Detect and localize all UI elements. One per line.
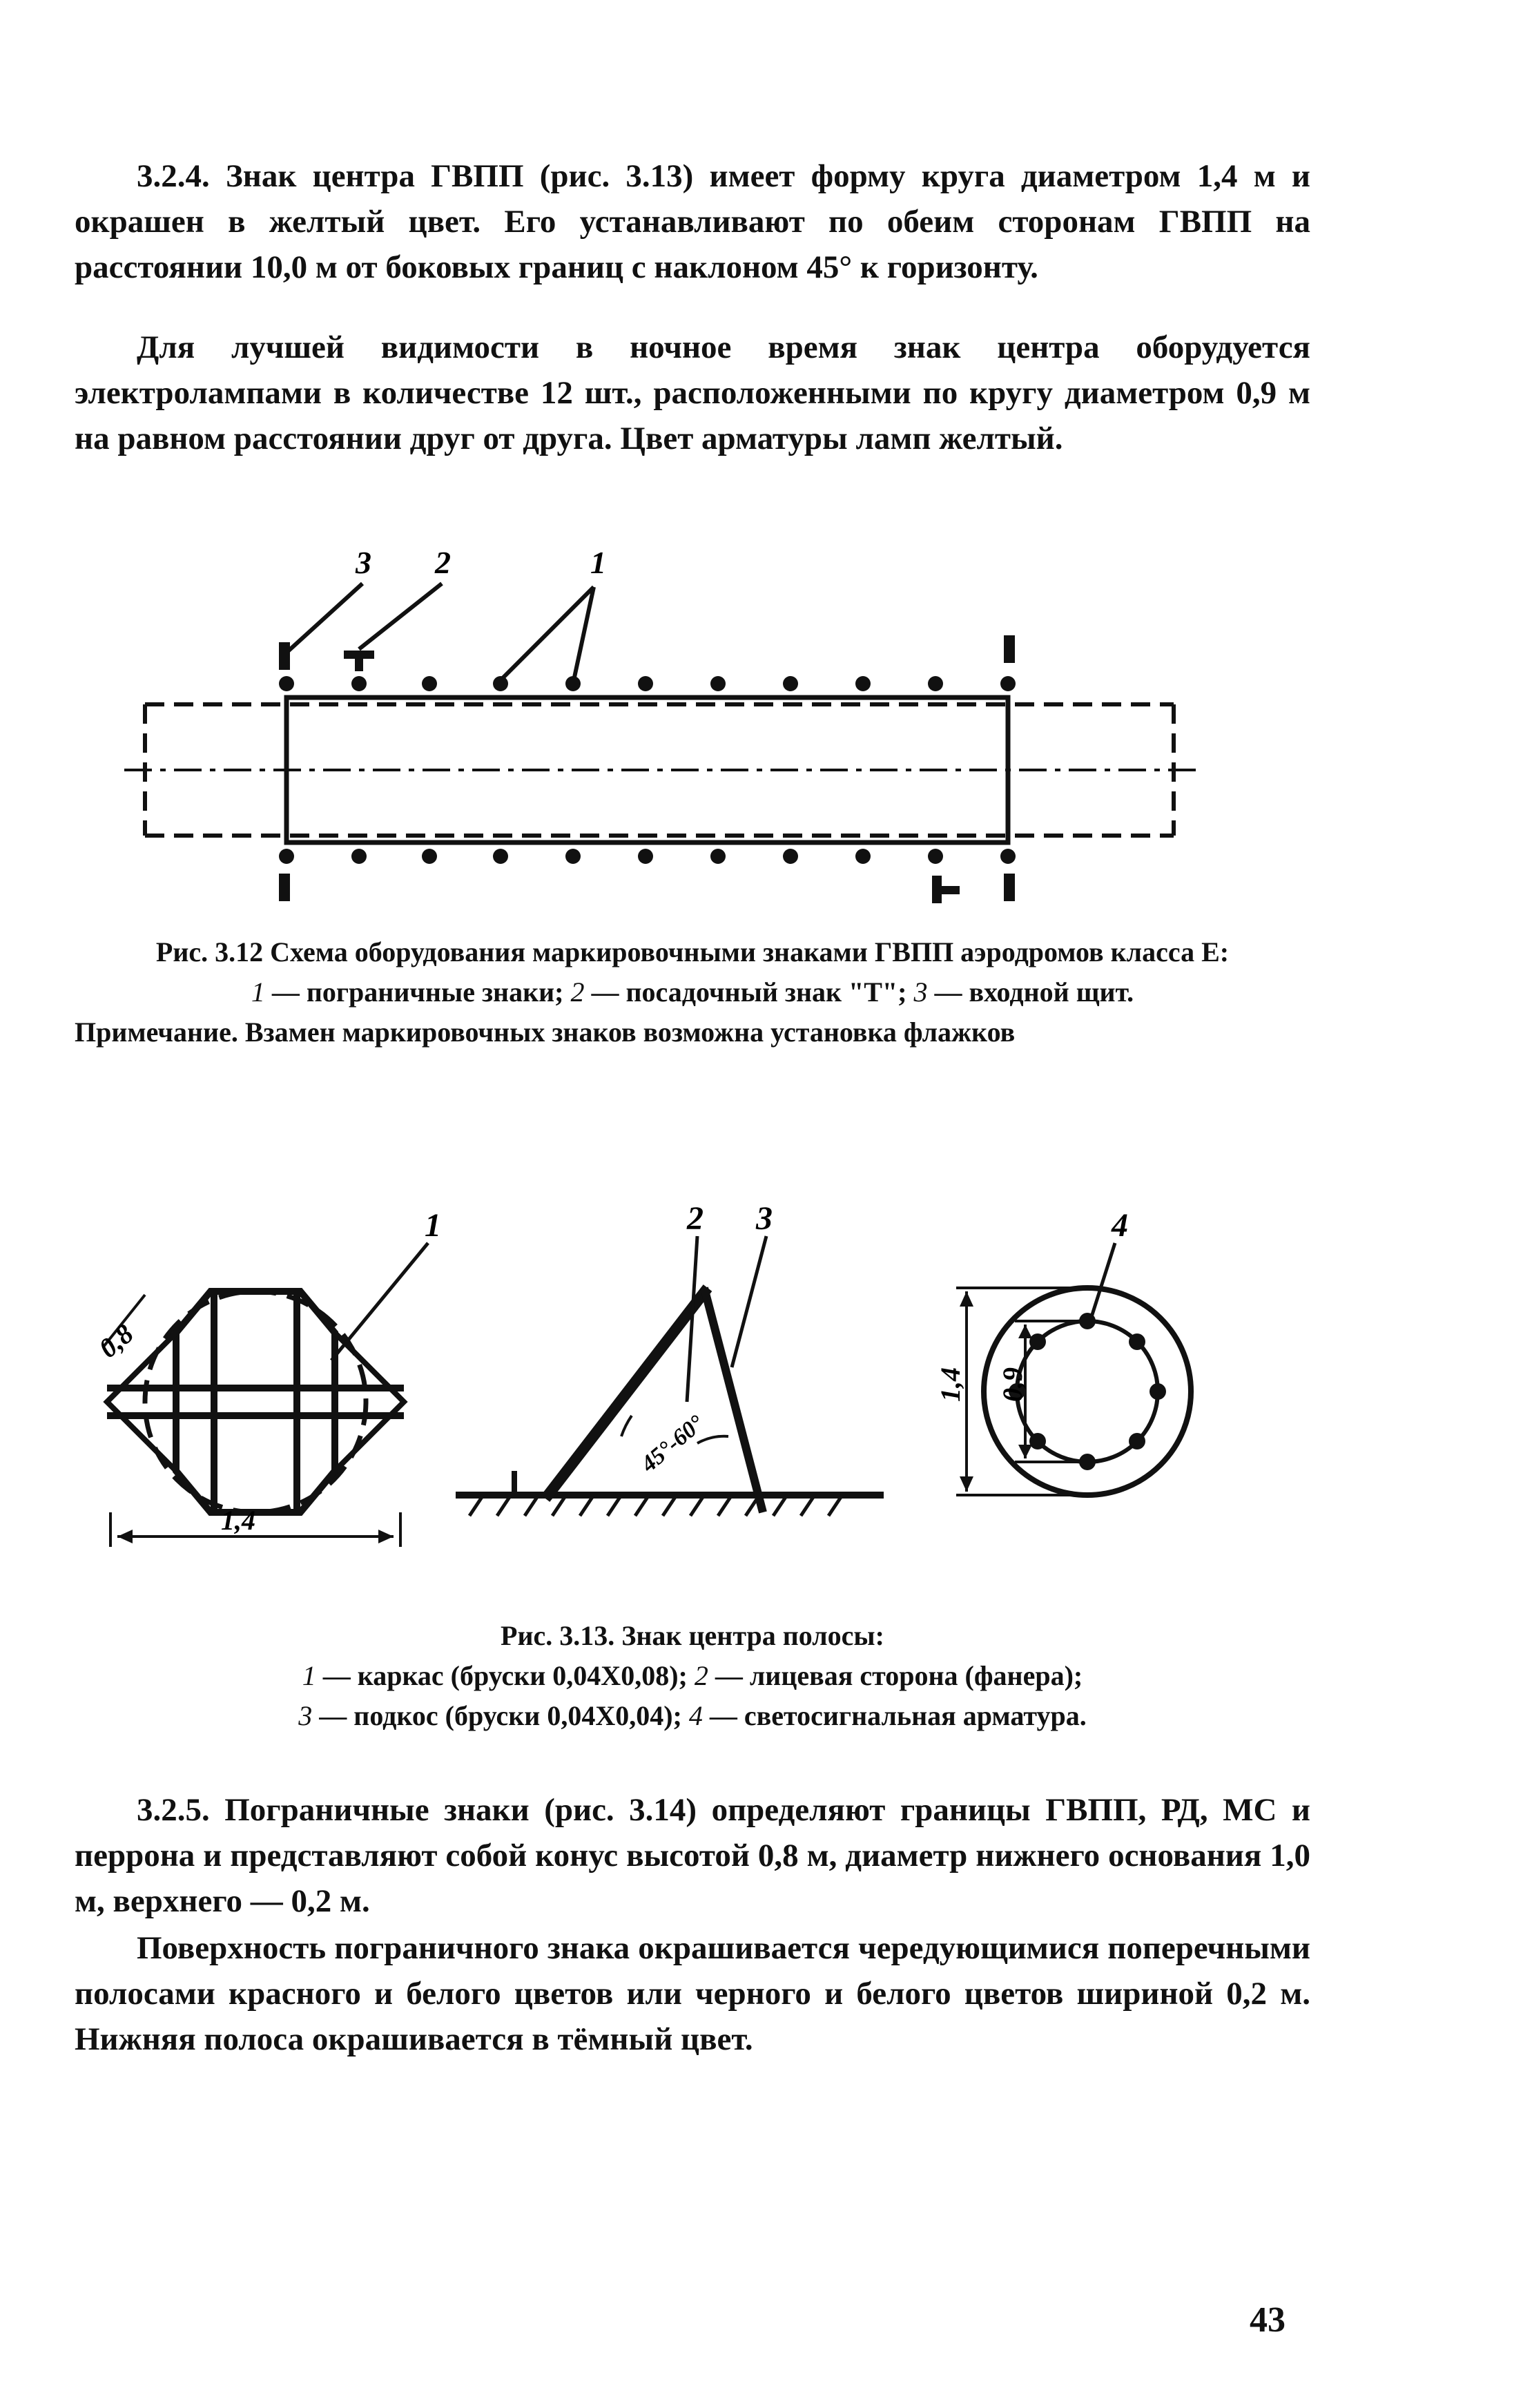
fig312-note: Примечание. Взамен маркировочных знаков возможна установка флажков bbox=[75, 1017, 1016, 1048]
figure-3-12-runway-scheme bbox=[124, 532, 1201, 918]
label-2: 2 bbox=[435, 545, 451, 580]
figure-3-12-caption bbox=[75, 932, 1310, 1052]
dim-1-4-vertical: 1,4 bbox=[935, 1367, 966, 1402]
paragraph-surface: Поверхность пограничного знака окрашивается чередующимися поперечными полосами красного и белого цветов или черного и белого цветов шириной 0,2 м. Нижняя полоса окрашивается в тёмный цвет. bbox=[75, 1930, 1310, 2057]
label-2: 2 bbox=[687, 1200, 704, 1237]
fig312-caption-title: Рис. 3.12 Схема оборудования маркировочными знаками ГВПП аэродромов класса Е: bbox=[155, 936, 1230, 967]
lamp-circle-drawing bbox=[956, 1243, 1191, 1495]
paragraph-3-2-4: 3.2.4. Знак центра ГВПП (рис. 3.13) имеет форму круга диаметром 1,4 м и окрашен в желтый цвет. Его устанавливают по обеим сторонам ГВПП на расстоянии 10,0 м от боковых границ с наклоном 45° к горизонту. bbox=[75, 158, 1310, 285]
frame-drawing bbox=[104, 1243, 428, 1547]
angle-label: 45°-60° bbox=[636, 1410, 709, 1478]
label-4: 4 bbox=[1112, 1207, 1128, 1244]
boundary-markers-top bbox=[279, 676, 1016, 691]
paragraph-lighting: Для лучшей видимости в ночное время знак центра оборудуется электролампами в количестве 12 шт., расположенными по кругу диаметром 0,9 м на равном расстоянии друг от друга. Цвет арматуры ламп желтый. bbox=[75, 329, 1310, 456]
figure-3-13-caption bbox=[75, 1616, 1310, 1736]
dim-0-9: 0,9 bbox=[997, 1367, 1028, 1402]
dim-0-8: 0,8 bbox=[93, 1318, 139, 1365]
fig312-legend: 1 — пограничные знаки; 2 — посадочный знак "Т"; 3 — входной щит. bbox=[251, 976, 1134, 1008]
figure-3-13-center-sign bbox=[69, 1188, 1312, 1574]
dim-1-4: 1,4 bbox=[221, 1505, 255, 1536]
page-number: 43 bbox=[1250, 2300, 1286, 2340]
label-1: 1 bbox=[425, 1207, 441, 1244]
label-3: 3 bbox=[356, 545, 371, 580]
side-view-drawing bbox=[456, 1236, 884, 1516]
paragraph-3-2-5: 3.2.5. Пограничные знаки (рис. 3.14) определяют границы ГВПП, РД, МС и перрона и представляют собой конус высотой 0,8 м, диаметр нижнего основания 1,0 м, верхнего — 0,2 м. bbox=[75, 1792, 1310, 1919]
fig313-caption-title: Рис. 3.13. Знак центра полосы: bbox=[501, 1620, 884, 1651]
fig313-legend-line2: 3 — подкос (бруски 0,04Х0,04); 4 — светосигнальная арматура. bbox=[298, 1700, 1087, 1731]
label-3: 3 bbox=[756, 1200, 773, 1237]
label-1: 1 bbox=[590, 545, 606, 580]
fig313-legend-line1: 1 — каркас (бруски 0,04Х0,08); 2 — лицевая сторона (фанера); bbox=[302, 1660, 1083, 1691]
boundary-markers-bottom bbox=[279, 849, 1016, 864]
